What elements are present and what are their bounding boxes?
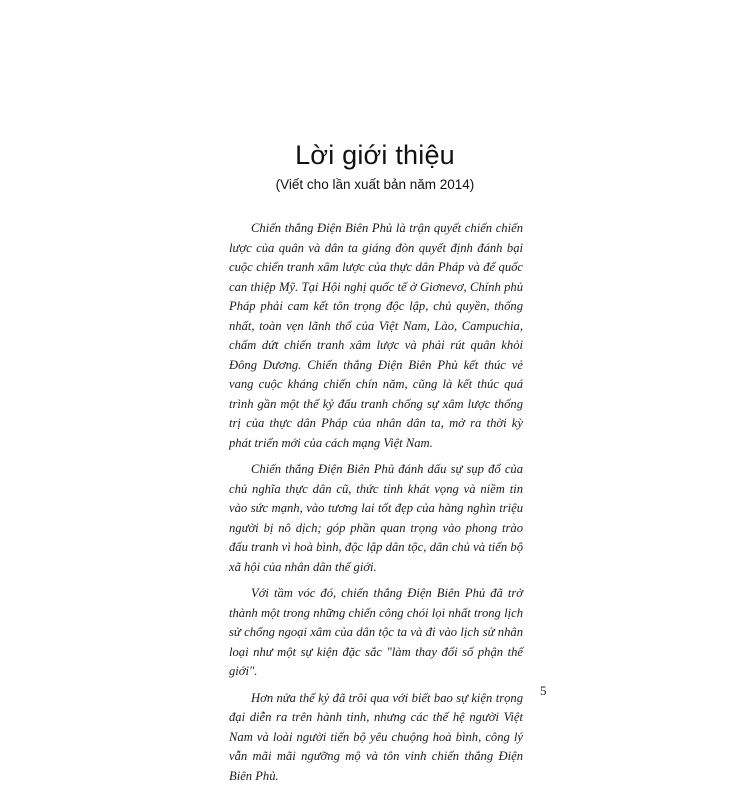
paragraph-1: Chiến thắng Điện Biên Phủ là trận quyết chiến chiến lược của quân và dân ta giáng đòn quyết định đánh bại cuộc chiến tranh xâm lược của thực dân Pháp và đế quốc can thiệp Mỹ. Tại Hội nghị quốc tế ở Giơnevơ, Chính phủ Pháp phải cam kết tôn trọng độc lập, chủ quyền, thống nhất, toàn vẹn lãnh thổ của Việt Nam, Lào, Campuchia, chấm dứt chiến tranh xâm lược và phải rút quân khỏi Đông Dương. Chiến thắng Điện Biên Phủ kết thúc vẻ vang cuộc kháng chiến chín năm, cũng là kết thúc quá trình gần một thế kỷ đấu tranh chống sự xâm lược thống trị của thực dân Pháp của nhân dân ta, mở ra thời kỳ phát triển mới của cách mạng Việt Nam. (229, 221, 523, 450)
page-title: Lời giới thiệu (295, 140, 455, 170)
paragraph-4: Hơn nửa thế kỷ đã trôi qua với biết bao sự kiện trọng đại diễn ra trên hành tinh, nhưng các thế hệ người Việt Nam và loài người tiến bộ yêu chuộng hoà bình, công lý vẫn mãi mãi ngưỡng mộ và tôn vinh chiến thắng Điện Biên Phủ. (229, 690, 523, 783)
page-number: 5 (540, 683, 547, 698)
body-text (229, 219, 523, 793)
page-subtitle: (Viết cho lần xuất bản năm 2014) (275, 177, 475, 192)
paragraph-2: Chiến thắng Điện Biên Phủ đánh dấu sự sụp đổ của chủ nghĩa thực dân cũ, thức tỉnh khát vọng và niềm tin vào sức mạnh, vào tương lai tốt đẹp của hàng nghìn triệu người bị nô dịch; góp phần quan trọng vào phong trào đấu tranh vì hoà bình, độc lập dân tộc, dân chủ và tiến bộ xã hội của nhân dân thế giới. (229, 462, 523, 574)
paragraph-3: Với tầm vóc đó, chiến thắng Điện Biên Phủ đã trở thành một trong những chiến công chói lọi nhất trong lịch sử chống ngoại xâm của dân tộc ta và đi vào lịch sử nhân loại như một sự kiện đặc sắc "làm thay đổi số phận thế giới". (229, 586, 523, 678)
